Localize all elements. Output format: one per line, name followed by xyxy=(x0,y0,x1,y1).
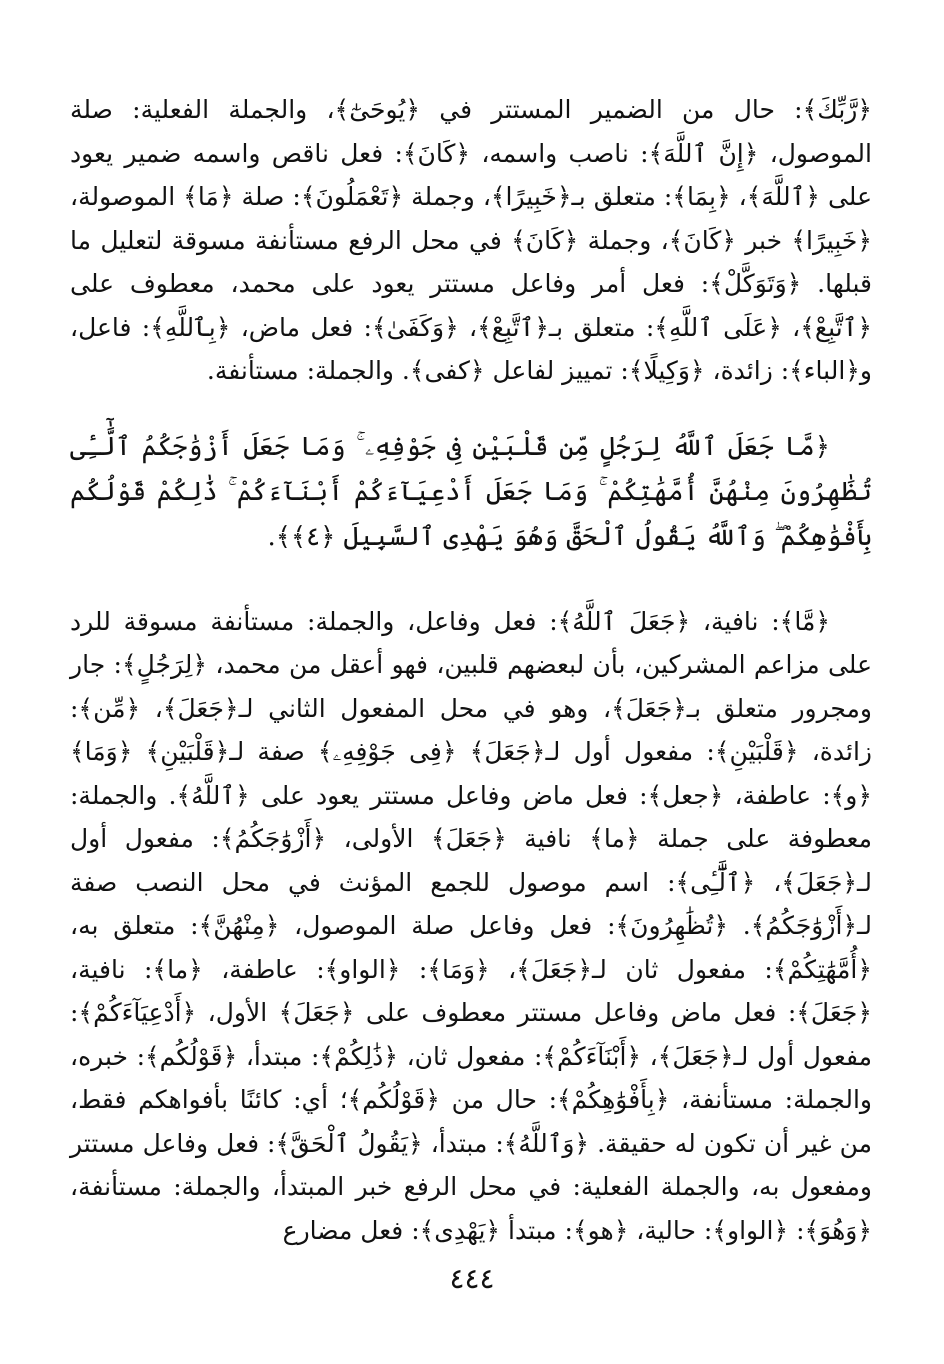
commentary-paragraph-2: ﴿مَّا﴾: نافية، ﴿جَعَلَ ٱللَّهُ﴾: فعل وفاعل، والجملة: مستأنفة مسوقة للرد على مزاعم المشركين، بأن لبعضهم قلبين، فهو أعقل من محمد، ﴿لِرَجُلٍ﴾: جار ومجرور متعلق بـ﴿جَعَلَ﴾، وهو في محل المفعول الثاني لـ﴿جَعَلَ﴾، ﴿مِّن﴾: زائدة، ﴿قَلْبَيْنِ﴾: مفعول أول لـ﴿جَعَلَ﴾ ﴿فِى جَوْفِهِۦ﴾ صفة لـ﴿قَلْبَيْنِ﴾ ﴿وَمَا﴾ ﴿و﴾: عاطفة، ﴿جعل﴾: فعل ماض وفاعل مستتر يعود على ﴿ٱللَّهُ﴾. والجملة: معطوفة على جملة ﴿ما﴾ نافية ﴿جَعَلَ﴾ الأولى، ﴿أَزْوَٰجَكُمُ﴾: مفعول أول لـ﴿جَعَلَ﴾، ﴿ٱلَّٰٓـِٔى﴾: اسم موصول للجمع المؤنث في محل النصب صفة لـ﴿أَزْوَٰجَكُمُ﴾. ﴿تُظَٰهِرُونَ﴾: فعل وفاعل صلة الموصول، ﴿مِنْهُنَّ﴾: متعلق به، ﴿أُمَّهَٰتِكُمْ﴾: مفعول ثان لـ﴿جَعَلَ﴾، ﴿وَمَا﴾: ﴿الواو﴾: عاطفة، ﴿ما﴾: نافية، ﴿جَعَلَ﴾: فعل ماض وفاعل مستتر معطوف على ﴿جَعَلَ﴾ الأول، ﴿أَدْعِيَآءَكُمْ﴾: مفعول أول لـ﴿جَعَلَ﴾، ﴿أَبْنَآءَكُمْ﴾: مفعول ثان، ﴿ذَٰلِكُمْ﴾: مبتدأ، ﴿قَوْلُكُم﴾: خبره، والجملة: مستأنفة، ﴿بِأَفْوَٰهِكُمْ﴾: حال من ﴿قَوْلُكُم﴾؛ أي: كائنًا بأفواهكم فقط، من غير أن تكون له حقيقة. ﴿وَٱللَّهُ﴾: مبتدأ، ﴿يَقُولُ ٱلْحَقَّ﴾: فعل وفاعل مستتر ومفعول به، والجملة الفعلية: في محل الرفع خبر المبتدأ، والجملة: مستأنفة، ﴿وَهُوَ﴾: ﴿الواو﴾: حالية، ﴿هو﴾: مبتدأ ﴿يَهْدِى﴾: فعل مضارع xyxy=(70,606,872,1245)
page-number: ٤٤٤ xyxy=(449,1262,495,1295)
page-content xyxy=(70,88,872,1328)
quran-verse: ﴿مَّا جَعَلَ ٱللَّهُ لِرَجُلٍ مِّن قَلْبَيْنِ فِى جَوْفِهِۦ ۚ وَمَا جَعَلَ أَزْوَٰجَكُمُ ٱلَّٰٓـِٔى تُظَٰهِرُونَ مِنْهُنَّ أُمَّهَٰتِكُمْ ۚ وَمَا جَعَلَ أَدْعِيَآءَكُمْ أَبْنَآءَكُمْ ۚ ذَٰلِكُمْ قَوْلُكُم بِأَفْوَٰهِكُمْ ۖ وَٱللَّهُ يَقُولُ ٱلْحَقَّ وَهُوَ يَهْدِى ٱلسَّبِيلَ ﴿٤﴾﴾. xyxy=(70,431,872,552)
commentary-paragraph-1: ﴿رَّبِّكَ﴾: حال من الضمير المستتر في ﴿يُوحَىٰٓ﴾، والجملة الفعلية: صلة الموصول، ﴿إِنَّ ٱللَّهَ﴾: ناصب واسمه، ﴿كَانَ﴾: فعل ناقص واسمه ضمير يعود على ﴿ٱللَّهَ﴾، ﴿بِمَا﴾: متعلق بـ﴿خَبِيرًا﴾، وجملة ﴿تَعْمَلُونَ﴾: صلة ﴿مَا﴾ الموصولة، ﴿خَبِيرًا﴾ خبر ﴿كَانَ﴾، وجملة ﴿كَانَ﴾ في محل الرفع مستأنفة مسوقة لتعليل ما قبلها. ﴿وَتَوَكَّلْ﴾: فعل أمر وفاعل مستتر يعود على محمد، معطوف على ﴿ٱتَّبِعْ﴾، ﴿عَلَى ٱللَّهِ﴾: متعلق بـ﴿ٱتَّبِعْ﴾، ﴿وَكَفَىٰ﴾: فعل ماض، ﴿بِٱللَّهِ﴾: فاعل، و﴿الباء﴾: زائدة، ﴿وَكِيلًا﴾: تمييز لفاعل ﴿كفى﴾. والجملة: مستأنفة. xyxy=(70,95,872,385)
